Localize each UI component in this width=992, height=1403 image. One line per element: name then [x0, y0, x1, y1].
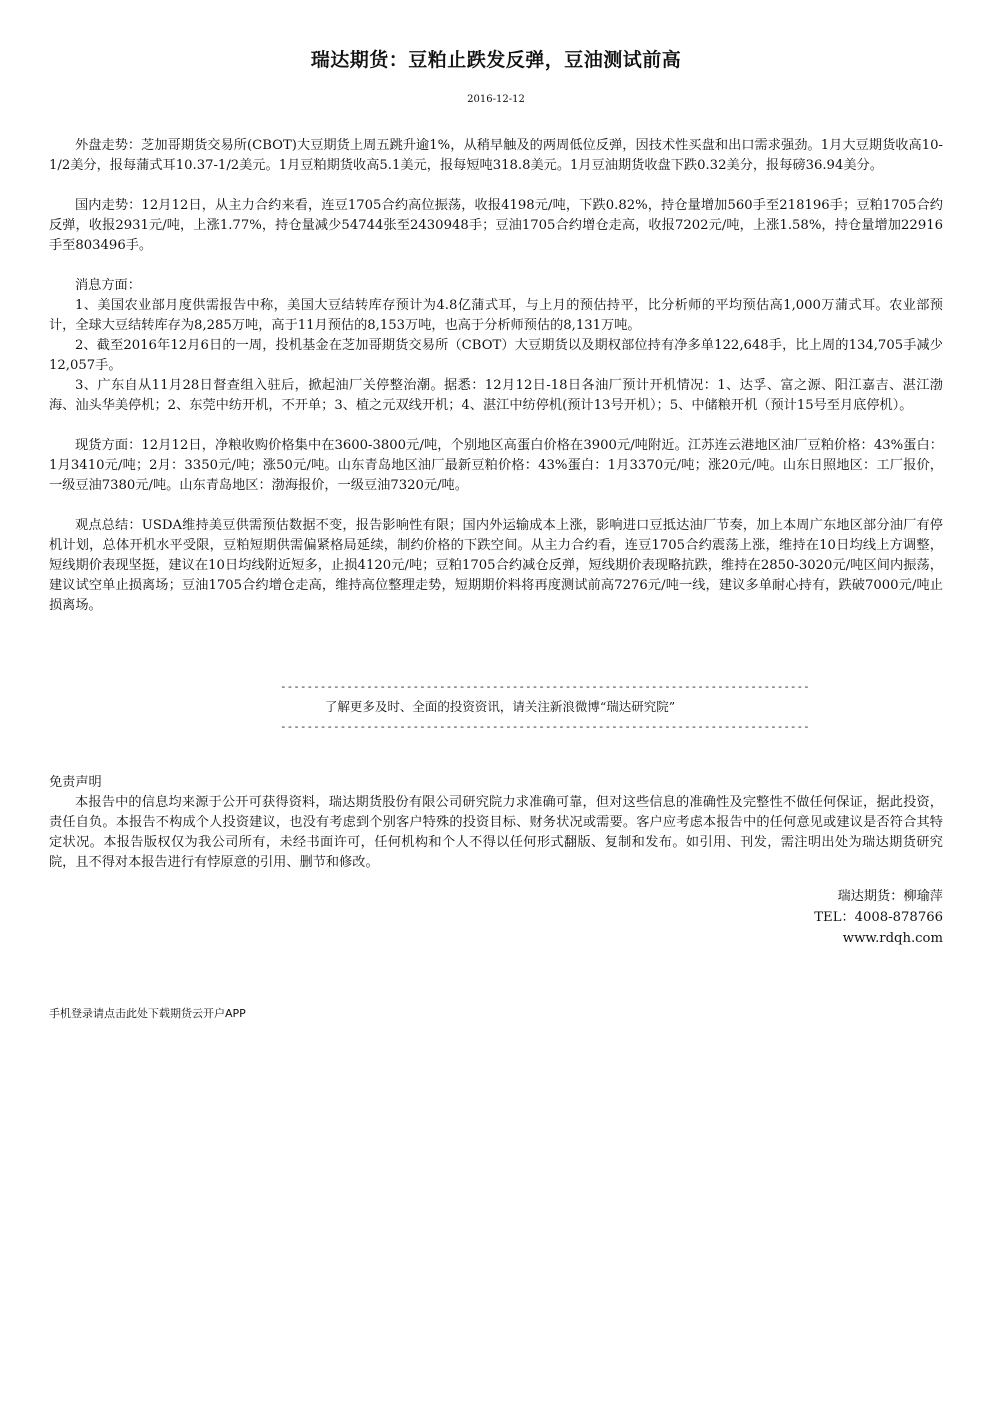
- news-item-1: 1、美国农业部月度供需报告中称，美国大豆结转库存预计为4.8亿蒲式耳，与上月的预估持平，比分析师的平均预估高1,000万蒲式耳。农业部预计，全球大豆结转库存为8,285万吨，高于11月预估的8,153万吨，也高于分析师预估的8,131万吨。: [49, 298, 943, 333]
- report-title: 瑞达期货：豆粕止跌发反弹，豆油测试前高: [310, 49, 682, 71]
- signature-block: [814, 886, 943, 949]
- paragraph-domestic-market: 国内走势：12月12日，从主力合约来看，连豆1705合约高位振荡，收报4198元/吨，下跌0.82%，持仓量增加560手至218196手；豆粕1705合约反弹，收报2931元/吨，上涨1.77%，持仓量减少54744张至2430948手；豆油1705合约增仓走高，收报7202元/吨，上涨1.58%，持仓量增加22916手至803496手。: [49, 198, 943, 253]
- disclaimer-body: 本报告中的信息均来源于公开可获得资料，瑞达期货股份有限公司研究院力求准确可靠，但对这些信息的准确性及完整性不做任何保证，据此投资，责任自负。本报告不构成个人投资建议，也没有考虑到个别客户特殊的投资目标、财务状况或需要。客户应考虑本报告中的任何意见或建议是否符合其特定状况。本报告版权仅为我公司所有，未经书面许可，任何机构和个人不得以任何形式翻版、复制和发布。如引用、刊发，需注明出处为瑞达期货研究院，且不得对本报告进行有悖原意的引用、删节和修改。: [49, 795, 943, 870]
- weibo-promo-text: 了解更多及时、全面的投资资讯，请关注新浪微博“瑞达研究院”: [324, 699, 676, 714]
- disclaimer-title: 免责声明: [49, 775, 102, 790]
- app-download-link[interactable]: 手机登录请点击此处下载期货云开户APP: [49, 1007, 246, 1020]
- report-body: [49, 136, 943, 616]
- news-heading: 消息方面：: [75, 278, 141, 293]
- news-item-3: 3、广东自从11月28日督查组入驻后，掀起油厂关停整治潮。据悉：12月12日-18日各油厂预计开机情况：1、达孚、富之源、阳江嘉吉、湛江渤海、汕头华美停机；2、东莞中纺开机，不开单；3、植之元双线开机；4、湛江中纺停机(预计13号开机）；5、中储粮开机（预计15号至月底停机）。: [49, 378, 943, 413]
- weibo-promo-block: [280, 678, 810, 735]
- paragraph-overseas-market: 外盘走势：芝加哥期货交易所(CBOT)大豆期货上周五跳升逾1%，从稍早触及的两周低位反弹，因技术性买盘和出口需求强劲。1月大豆期货收高10-1/2美分，报每蒲式耳10.37-1/2美元。1月豆粕期货收高5.1美元，报每短吨318.8美元。1月豆油期货收盘下跌0.32美分，报每磅36.94美分。: [49, 138, 943, 173]
- dashed-divider-bottom: --------------------------------------------------------------------------------: [280, 720, 810, 733]
- signature-tel: TEL：4008-878766: [814, 910, 943, 925]
- signature-author: 瑞达期货：柳瑜萍: [837, 889, 943, 904]
- dashed-divider-top: --------------------------------------------------------------------------------: [280, 680, 810, 693]
- news-item-2: 2、截至2016年12月6日的一周，投机基金在芝加哥期货交易所（CBOT）大豆期货以及期权部位持有净多单122,648手，比上周的134,705手减少12,057手。: [49, 338, 943, 373]
- paragraph-summary: 观点总结：USDA维持美豆供需预估数据不变，报告影响性有限；国内外运输成本上涨，影响进口豆抵达油厂节奏，加上本周广东地区部分油厂有停机计划，总体开机水平受限，豆粕短期供需偏紧格局延续，制约价格的下跌空间。从主力合约看，连豆1705合约震荡上涨，维持在10日均线上方调整，短线期价表现坚挺，建议在10日均线附近短多，止损4120元/吨；豆粕1705合约减仓反弹，短线期价表现略抗跌，维持在2850-3020元/吨区间内振荡，建议试空单止损离场；豆油1705合约增仓走高，维持高位整理走势，短期期价料将再度测试前高7276元/吨一线，建议多单耐心持有，跌破7000元/吨止损离场。: [49, 518, 943, 613]
- paragraph-spot-market: 现货方面：12月12日，净粮收购价格集中在3600-3800元/吨，个别地区高蛋白价格在3900元/吨附近。江苏连云港地区油厂豆粕价格：43%蛋白：1月3410元/吨；2月：3350元/吨；涨50元/吨。山东青岛地区油厂最新豆粕价格：43%蛋白：1月3370元/吨；涨20元/吨。山东日照地区：工厂报价，一级豆油7380元/吨。山东青岛地区：渤海报价，一级豆油7320元/吨。: [49, 438, 943, 493]
- signature-website[interactable]: www.rdqh.com: [842, 931, 943, 946]
- disclaimer-section: [49, 773, 943, 873]
- report-date: 2016-12-12: [467, 94, 525, 105]
